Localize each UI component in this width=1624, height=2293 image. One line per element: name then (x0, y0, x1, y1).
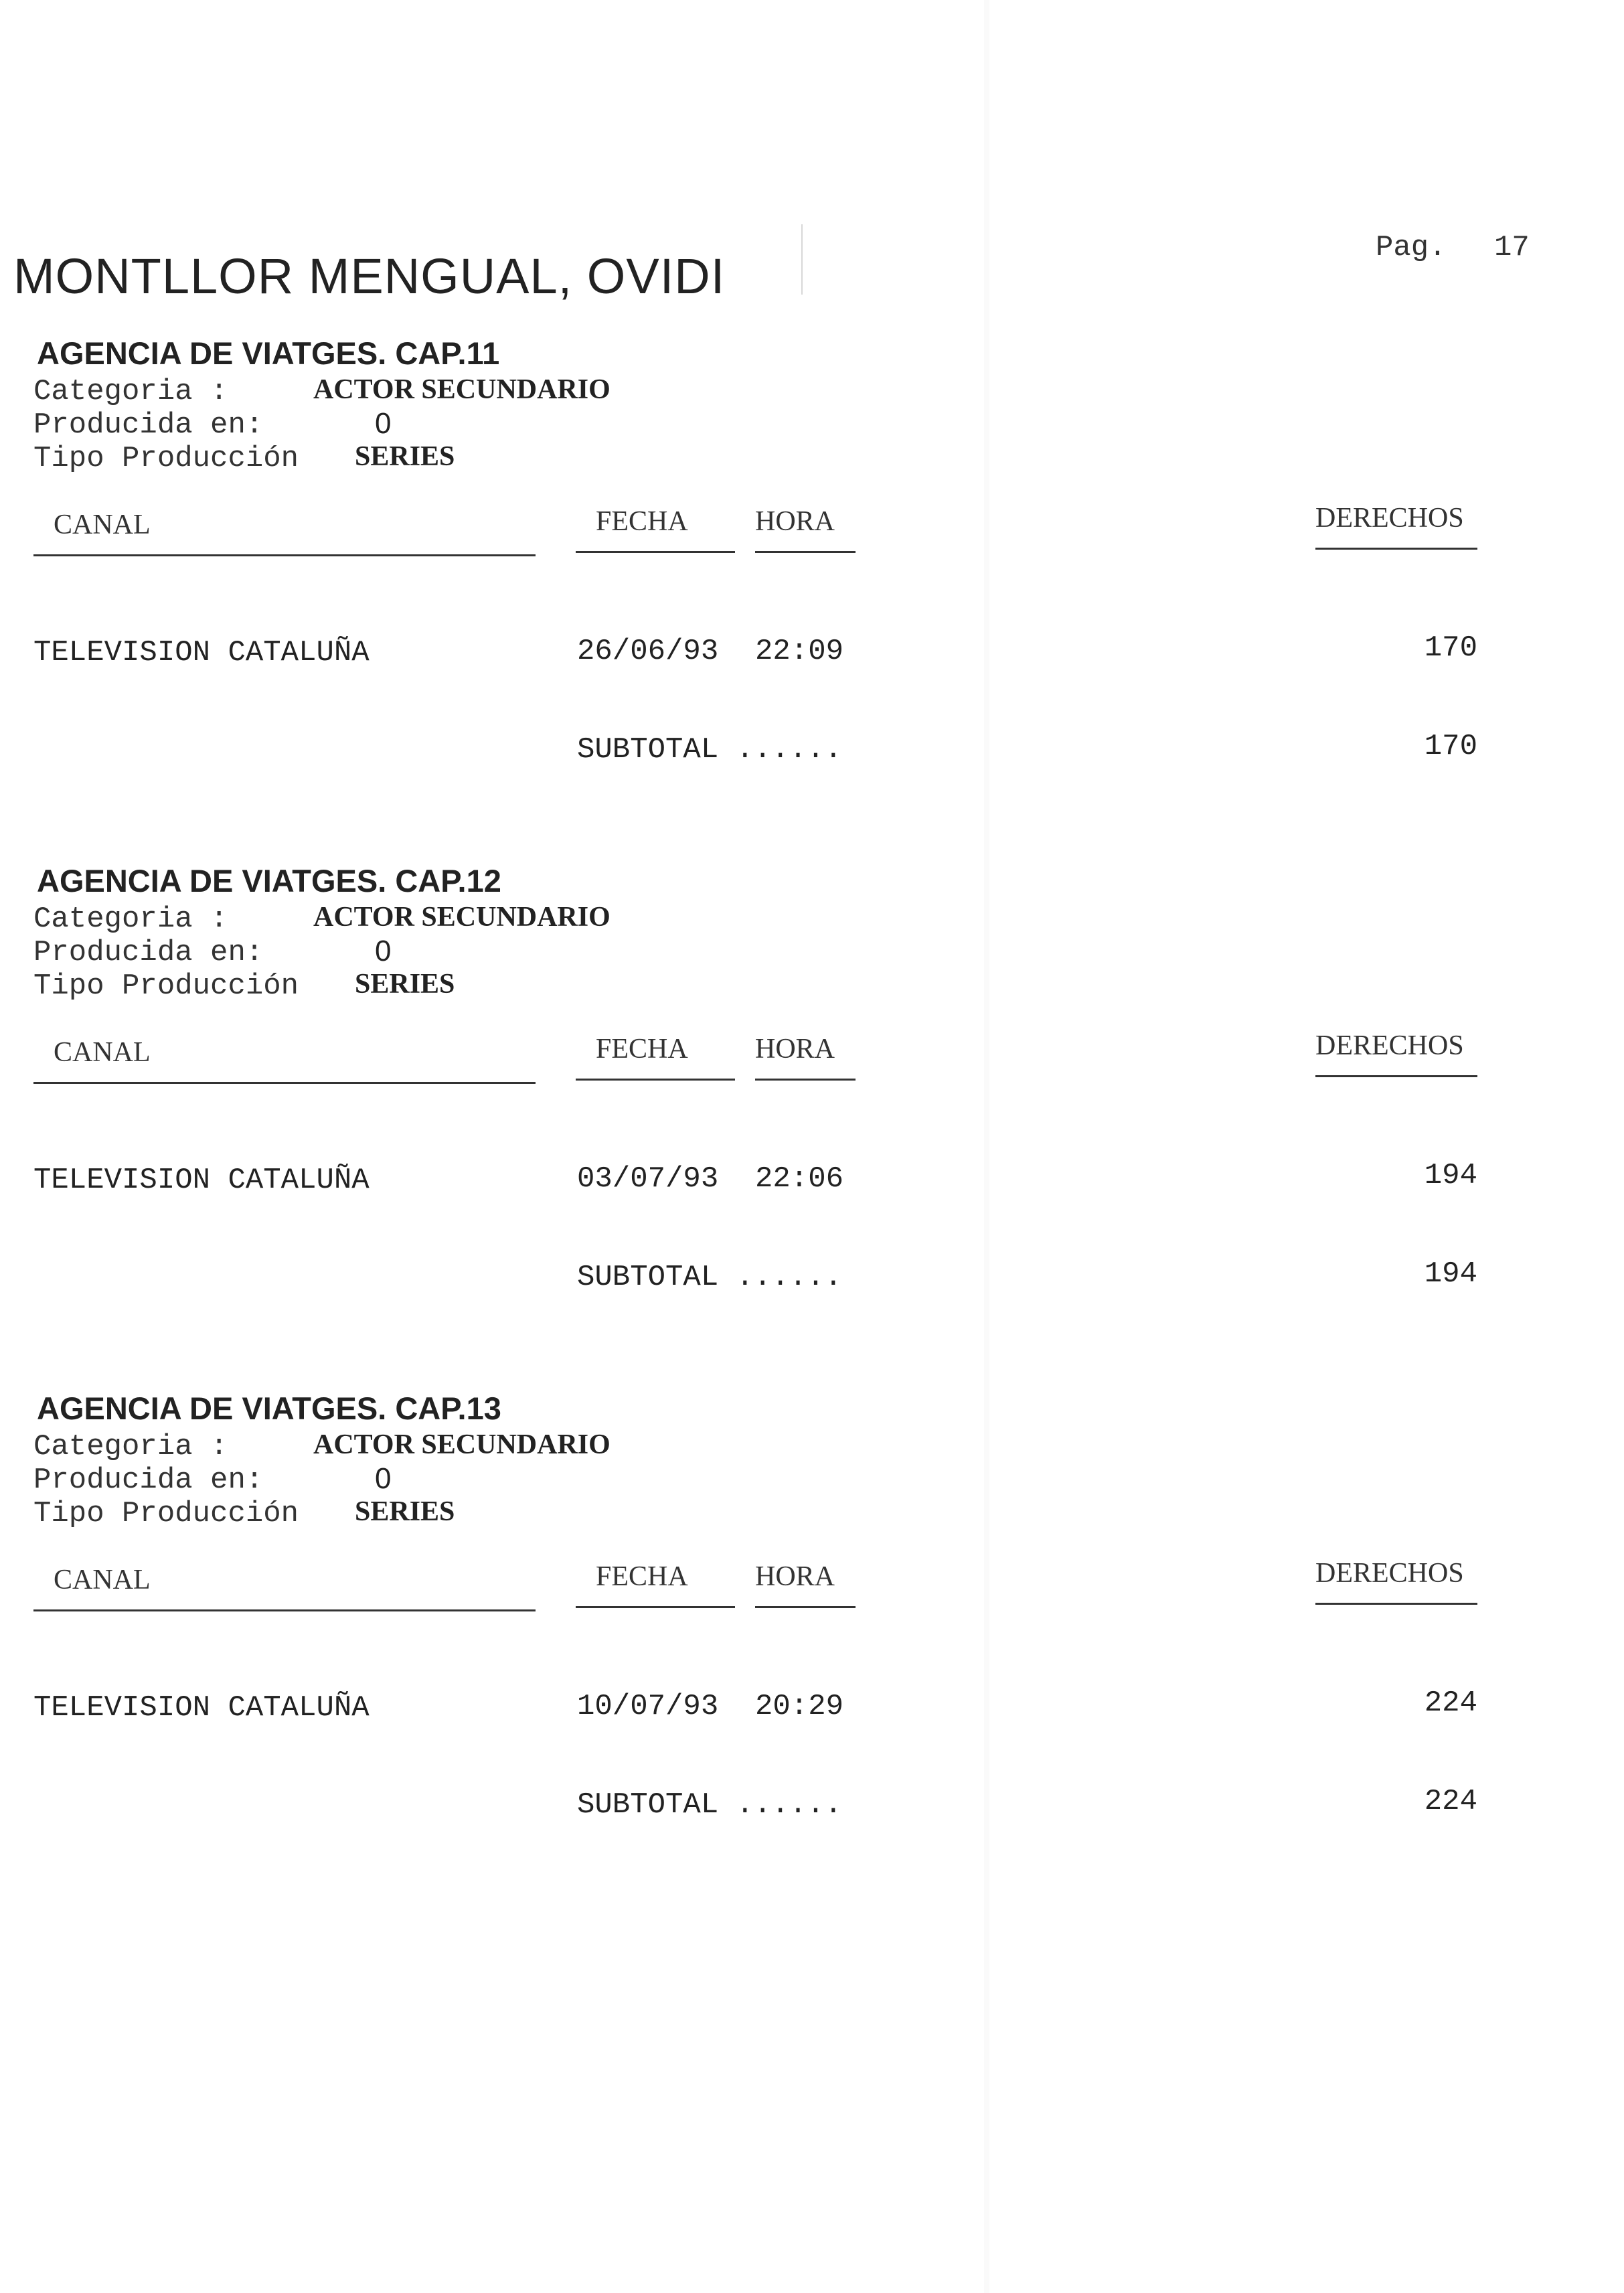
fecha-rule (576, 1079, 735, 1081)
canal-cell: TELEVISION CATALUÑA (33, 1164, 370, 1197)
scan-mark (801, 224, 803, 295)
fecha-header: FECHA (596, 506, 688, 537)
fecha-cell: 26/06/93 (577, 635, 719, 668)
subtotal-value: 194 (1424, 1257, 1477, 1291)
producida-value: 0 (375, 407, 392, 440)
page-number: 17 (1494, 231, 1530, 264)
categoria-value: ACTOR SECUNDARIO (313, 1429, 611, 1460)
hora-header: HORA (755, 506, 835, 537)
canal-header: CANAL (54, 509, 151, 540)
producida-label: Producida en: (33, 1464, 264, 1497)
tipo-value: SERIES (355, 441, 455, 472)
production-title: AGENCIA DE VIATGES. CAP.12 (37, 863, 501, 898)
subtotal-label: SUBTOTAL ...... (577, 1788, 843, 1822)
hora-cell: 22:06 (755, 1162, 844, 1196)
subtotal-label: SUBTOTAL ...... (577, 1261, 843, 1294)
tipo-value: SERIES (355, 969, 455, 1000)
categoria-label: Categoria : (33, 375, 228, 408)
person-name: MONTLLOR MENGUAL, OVIDI (13, 248, 726, 304)
production-title: AGENCIA DE VIATGES. CAP.13 (37, 1391, 501, 1426)
page-label: Pag. (1376, 231, 1447, 264)
fecha-cell: 03/07/93 (577, 1162, 719, 1196)
derechos-rule (1315, 548, 1477, 550)
subtotal-label: SUBTOTAL ...... (577, 733, 843, 767)
derechos-rule (1315, 1075, 1477, 1077)
producida-value: 0 (375, 935, 392, 967)
categoria-value: ACTOR SECUNDARIO (313, 374, 611, 405)
hora-cell: 22:09 (755, 635, 844, 668)
canal-cell: TELEVISION CATALUÑA (33, 636, 370, 669)
production-title: AGENCIA DE VIATGES. CAP.11 (37, 335, 500, 371)
hora-rule (755, 1606, 856, 1608)
tipo-label: Tipo Producción (33, 1497, 299, 1530)
categoria-label: Categoria : (33, 1430, 228, 1464)
tipo-label: Tipo Producción (33, 969, 299, 1003)
hora-header: HORA (755, 1034, 835, 1064)
fecha-rule (576, 551, 735, 553)
production-section (0, 1390, 1624, 1919)
derechos-rule (1315, 1603, 1477, 1605)
fecha-header: FECHA (596, 1034, 688, 1064)
canal-rule (33, 1082, 536, 1084)
hora-cell: 20:29 (755, 1690, 844, 1723)
derechos-header: DERECHOS (1315, 1030, 1464, 1061)
derechos-cell: 170 (1424, 631, 1477, 665)
producida-value: 0 (375, 1462, 392, 1495)
subtotal-value: 170 (1424, 730, 1477, 763)
categoria-label: Categoria : (33, 902, 228, 936)
canal-cell: TELEVISION CATALUÑA (33, 1691, 370, 1725)
fecha-cell: 10/07/93 (577, 1690, 719, 1723)
canal-header: CANAL (54, 1565, 151, 1595)
tipo-label: Tipo Producción (33, 442, 299, 475)
production-section (0, 862, 1624, 1391)
categoria-value: ACTOR SECUNDARIO (313, 902, 611, 933)
fecha-header: FECHA (596, 1561, 688, 1592)
tipo-value: SERIES (355, 1496, 455, 1527)
hora-header: HORA (755, 1561, 835, 1592)
production-section (0, 335, 1624, 864)
producida-label: Producida en: (33, 936, 264, 969)
hora-rule (755, 551, 856, 553)
subtotal-value: 224 (1424, 1785, 1477, 1818)
derechos-cell: 194 (1424, 1159, 1477, 1192)
canal-rule (33, 554, 536, 556)
derechos-header: DERECHOS (1315, 1558, 1464, 1589)
hora-rule (755, 1079, 856, 1081)
fecha-rule (576, 1606, 735, 1608)
canal-rule (33, 1609, 536, 1611)
derechos-cell: 224 (1424, 1686, 1477, 1720)
producida-label: Producida en: (33, 408, 264, 442)
derechos-header: DERECHOS (1315, 503, 1464, 534)
canal-header: CANAL (54, 1037, 151, 1068)
